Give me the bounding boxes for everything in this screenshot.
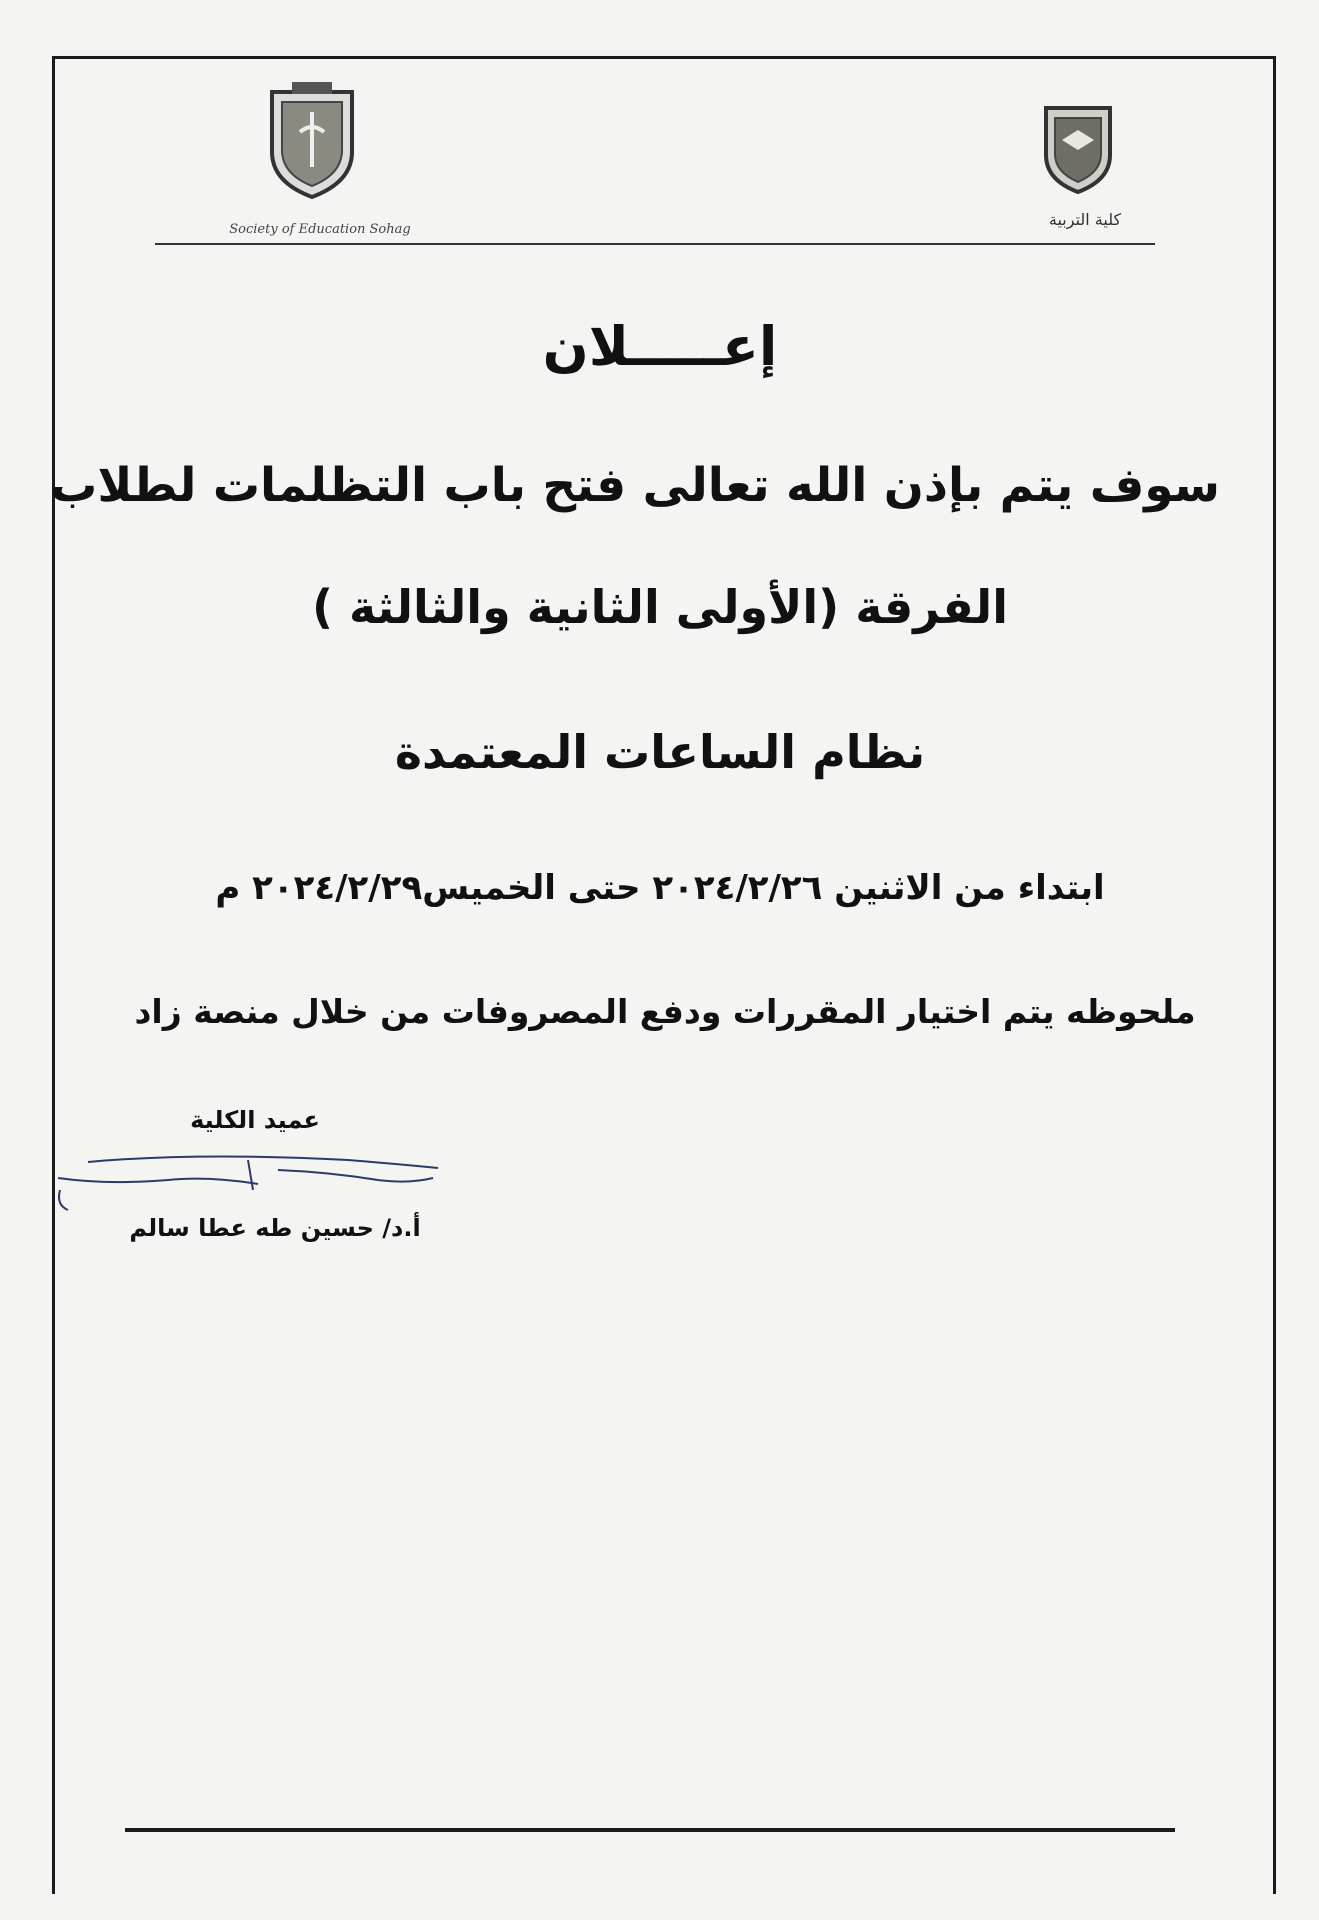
logo-caption-english: Society of Education Sohag [229, 222, 411, 237]
announcement-line-2: الفرقة (الأولى الثانية والثالثة ) [312, 580, 1008, 634]
dean-title: عميد الكلية [190, 1106, 320, 1134]
faculty-logo-right [1040, 100, 1116, 196]
faculty-logo-left [262, 82, 362, 202]
handwritten-signature [48, 1150, 448, 1220]
announcement-title: إعـــــلان [542, 315, 778, 378]
footer-divider [125, 1828, 1175, 1832]
announcement-note: ملحوظه يتم اختيار المقررات ودفع المصروفات من خلال منصة زاد [134, 992, 1196, 1031]
dean-name: أ.د/ حسين طه عطا سالم [129, 1214, 421, 1242]
announcement-dates: ابتداء من الاثنين ٢٠٢٤/٢/٢٦ حتى الخميس٢٠٢٤/٢/٢٩ م [215, 868, 1105, 908]
announcement-line-3: نظام الساعات المعتمدة [394, 725, 926, 779]
header-divider [155, 243, 1155, 245]
logo-caption-arabic: كلية التربية [1048, 210, 1122, 229]
announcement-line-1: سوف يتم بإذن الله تعالى فتح باب التظلمات لطلاب [50, 458, 1220, 513]
